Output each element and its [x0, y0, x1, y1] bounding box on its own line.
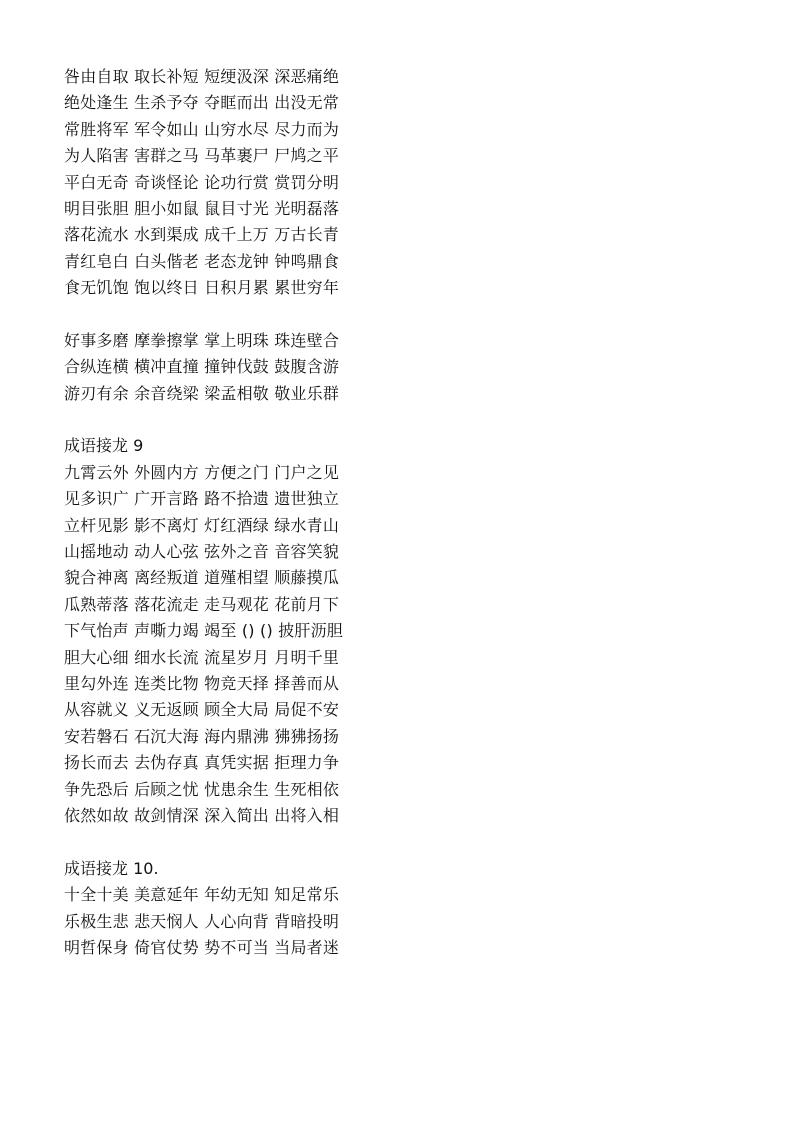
- idiom-line: 青红皂白 白头偕老 老态龙钟 钟鸣鼎食: [64, 251, 340, 271]
- idiom-line: 游刃有余 余音绕梁 梁孟相敬 敬业乐群: [64, 383, 340, 403]
- idiom-line: 从容就义 义无返顾 顾全大局 局促不安: [64, 700, 340, 720]
- idiom-line: 明哲保身 倚官仗势 势不可当 当局者迷: [64, 937, 340, 957]
- idiom-line: 依然如故 故剑情深 深入简出 出将入相: [64, 805, 340, 825]
- idiom-line: 落花流水 水到渠成 成千上万 万古长青: [64, 225, 340, 245]
- blank-line: [64, 829, 744, 855]
- idiom-line: 扬长而去 去伪存真 真凭实据 拒理力争: [64, 753, 340, 773]
- idiom-line: 立杆见影 影不离灯 灯红酒绿 绿水青山: [64, 515, 340, 535]
- idiom-line: 食无饥饱 饱以终日 日积月累 累世穷年: [64, 278, 340, 298]
- idiom-line: 十全十美 美意延年 年幼无知 知足常乐: [64, 885, 340, 905]
- idiom-line: 合纵连横 横冲直撞 撞钟伐鼓 鼓腹含游: [64, 357, 340, 377]
- idiom-line: 安若磐石 石沉大海 海内鼎沸 狒狒扬扬: [64, 726, 340, 746]
- idiom-line: 瓜熟蒂落 落花流走 走马观花 花前月下: [64, 594, 340, 614]
- idiom-line: 咎由自取 取长补短 短绠汲深 深恶痛绝: [64, 67, 340, 86]
- blank-line: [64, 302, 744, 328]
- idiom-line: 争先恐后 后顾之忧 忧患余生 生死相依: [64, 779, 340, 799]
- idiom-line: 山摇地动 动人心弦 弦外之音 音容笑貌: [64, 542, 340, 562]
- idiom-line: 九霄云外 外圆内方 方便之门 门户之见: [64, 462, 340, 482]
- idiom-line: 胆大心细 细水长流 流星岁月 月明千里: [64, 647, 340, 667]
- idiom-line: 见多识广 广开言路 路不拾遗 遗世独立: [64, 489, 340, 509]
- idiom-line: 绝处逢生 生杀予夺 夺眶而出 出没无常: [64, 93, 340, 113]
- idiom-line: 常胜将军 军令如山 山穷水尽 尽力而为: [64, 119, 340, 139]
- idiom-line: 好事多磨 摩拳擦掌 掌上明珠 珠连壁合: [64, 330, 340, 350]
- idiom-line: 为人陷害 害群之马 马革裹尸 尸鸠之平: [64, 146, 340, 166]
- idiom-line: 下气怡声 声嘶力竭 竭至 () () 披肝沥胆: [64, 621, 343, 641]
- idiom-line: 平白无奇 奇谈怪论 论功行赏 赏罚分明: [64, 172, 340, 192]
- idiom-line: 里勾外连 连类比物 物竞天择 择善而从: [64, 673, 340, 693]
- blank-line: [64, 407, 744, 433]
- idiom-line: 乐极生悲 悲天悯人 人心向背 背暗投明: [64, 911, 340, 931]
- idiom-line: 明目张胆 胆小如鼠 鼠目寸光 光明磊落: [64, 198, 340, 218]
- section-heading: 成语接龙 10.: [64, 858, 159, 878]
- section-heading: 成语接龙 9: [64, 436, 144, 456]
- document-content: [64, 64, 744, 961]
- idiom-line: 貌合神离 离经叛道 道殣相望 顺藤摸瓜: [64, 568, 340, 588]
